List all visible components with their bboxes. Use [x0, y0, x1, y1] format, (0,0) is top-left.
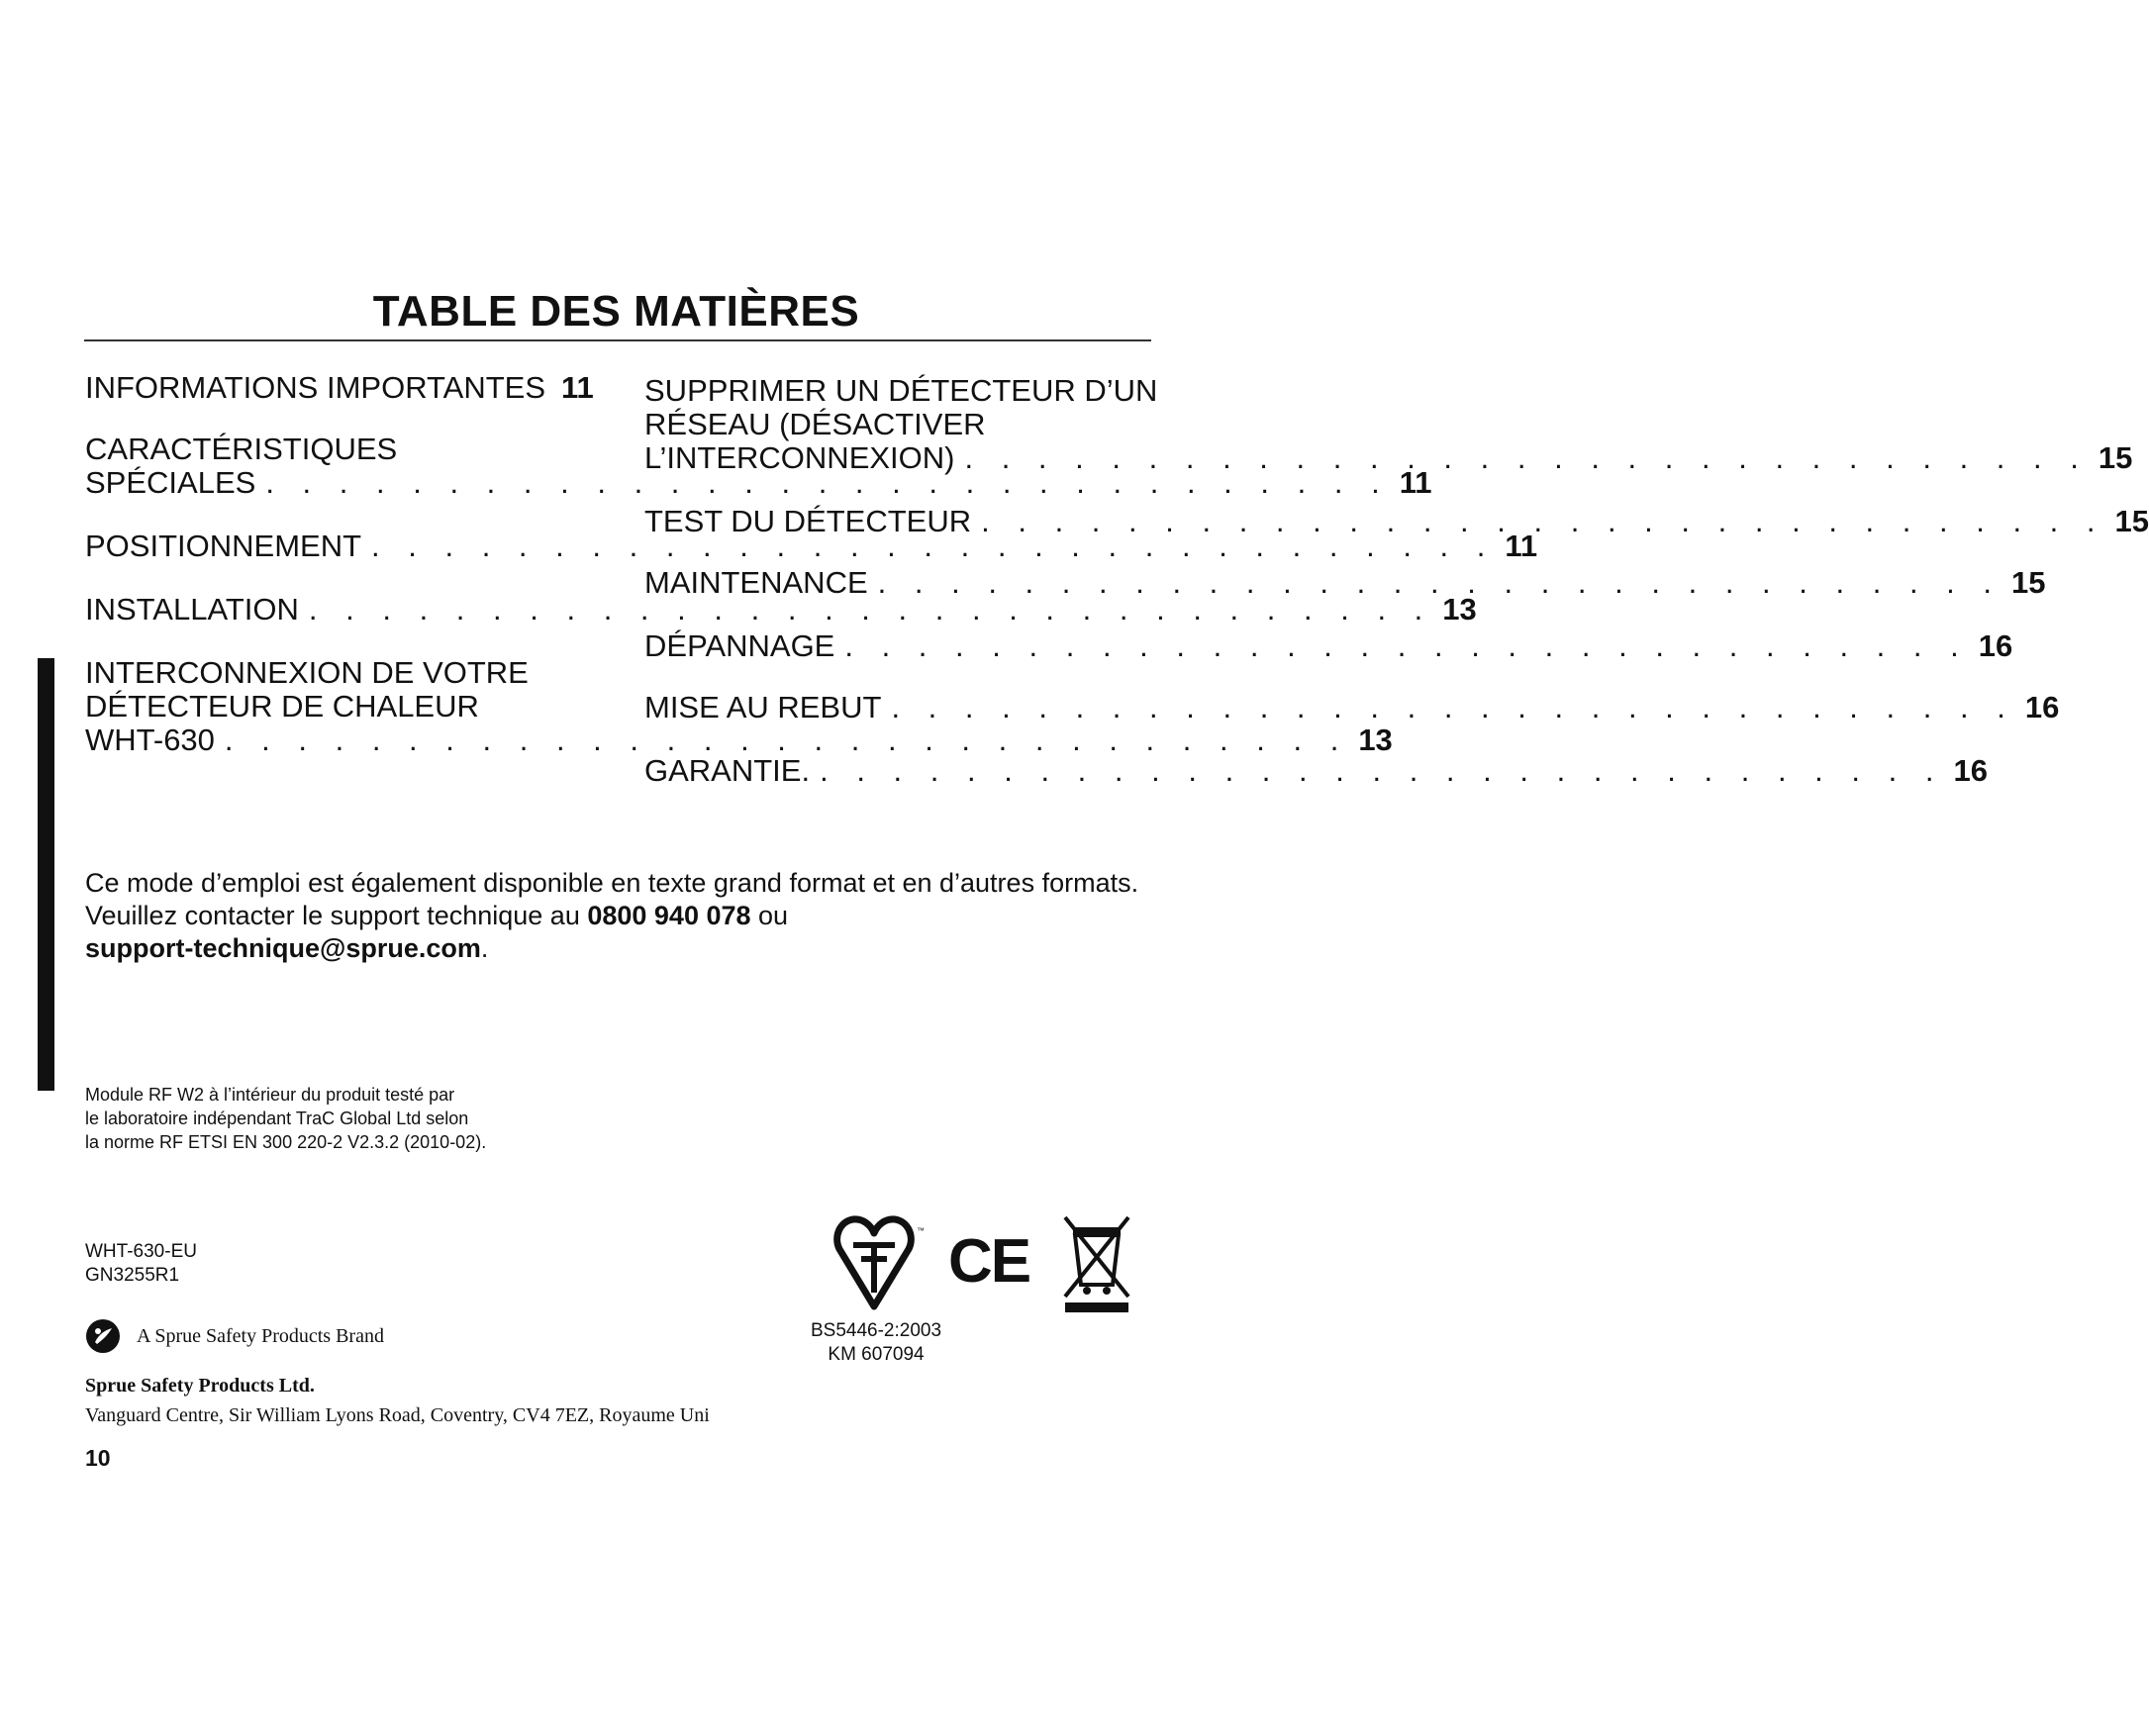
toc-entry-label: INFORMATIONS IMPORTANTES [85, 370, 546, 405]
toc-entry[interactable] [644, 504, 2149, 538]
company-address: Vanguard Centre, Sir William Lyons Road, Coventry, CV4 7EZ, Royaume Uni [85, 1404, 710, 1426]
toc-entry-label: DÉPANNAGE [644, 628, 835, 663]
toc-leader-dots: . . . . . . . . . . . . . . . . . . . . . . . . . . . . . . . [820, 753, 1944, 788]
alternate-formats-notice [85, 867, 1154, 965]
toc-entry[interactable] [644, 628, 2013, 663]
model-code: WHT-630-EU [85, 1241, 197, 1262]
kitemark-icon [837, 1219, 925, 1306]
sprue-logo-icon [85, 1318, 121, 1354]
toc-entry-label: MAINTENANCE [644, 565, 868, 600]
toc-entry-page: 16 [1953, 753, 1988, 788]
toc-leader-dots: . . . . . . . . . . . . . . . . . . . . . . . . . . . . . . . [981, 504, 2105, 538]
toc-leader-dots: . . . . . . . . . . . . . . . . . . . . . . . . . . . . . . . [964, 440, 2089, 475]
toc-entry-page: 11 [1399, 465, 1432, 500]
rf-note-line: la norme RF ETSI EN 300 220-2 V2.3.2 (2010-02). [85, 1132, 487, 1152]
trademark-symbol: ™ [917, 1226, 925, 1235]
toc-entry[interactable] [85, 371, 602, 405]
toc-entry-label: L’INTERCONNEXION) [644, 440, 955, 475]
toc-entry-label: WHT-630 [85, 723, 215, 757]
support-email-link[interactable]: support-technique@sprue.com [85, 933, 481, 963]
toc-leader-dots: . . . . . . . . . . . . . . . . . . . . . . . . . . . . . . . [371, 529, 1496, 563]
toc-entry-page: 15 [2114, 504, 2149, 538]
toc-entry-label: INTERCONNEXION DE VOTRE [85, 655, 529, 690]
toc-entry-label: DÉTECTEUR DE CHALEUR [85, 689, 479, 723]
toc-entry-page: 11 [561, 370, 594, 405]
rf-note-line: Module RF W2 à l’intérieur du produit testé par [85, 1085, 455, 1105]
toc-entry-page: 11 [1505, 529, 1538, 563]
standard-code: BS5446-2:2003 [810, 1320, 942, 1341]
toc-entry-label: INSTALLATION [85, 592, 299, 627]
toc-entry[interactable] [644, 753, 1988, 788]
kitemark-licence: KM 607094 [828, 1344, 925, 1365]
toc-entry-page: 13 [1358, 723, 1393, 757]
toc-entry-label: GARANTIE. [644, 753, 811, 788]
certification-marks [831, 1207, 1148, 1321]
toc-entry[interactable] [85, 529, 1538, 563]
toc-leader-dots: . . . . . . . . . . . . . . . . . . . . . . . . . . . . . . . [844, 628, 1969, 663]
toc-entry-page: 16 [2024, 690, 2060, 724]
toc-leader-dots: . . . . . . . . . . . . . . . . . . . . . . . . . . . . . . . [265, 465, 1390, 500]
weee-bin-icon [1065, 1217, 1128, 1312]
toc-entry[interactable] [644, 565, 2046, 600]
toc-leader-dots: . . . . . . . . . . . . . . . . . . . . . . . . . . . . . . . [224, 723, 1349, 757]
brand-text: A Sprue Safety Products Brand [137, 1324, 384, 1347]
page-number: 10 [85, 1445, 111, 1471]
toc-leader-dots: . . . . . . . . . . . . . . . . . . . . . . . . . . . . . . . [308, 592, 1433, 627]
toc-entry-page: 15 [2011, 565, 2046, 600]
toc-entry-label: RÉSEAU (DÉSACTIVER [644, 407, 986, 441]
title-rule [84, 339, 1151, 341]
rf-note-line: le laboratoire indépendant TraC Global Ltd selon [85, 1109, 469, 1128]
toc-entry-label: CARACTÉRISTIQUES [85, 432, 398, 466]
ce-mark-icon: CE [948, 1227, 1030, 1296]
toc-entry-label: MISE AU REBUT [644, 690, 882, 724]
rf-test-note [85, 1083, 600, 1154]
toc-entry[interactable] [85, 592, 1477, 627]
toc-leader-dots: . . . . . . . . . . . . . . . . . . . . . . . . . . . . . . . [891, 690, 2015, 724]
product-codes [85, 1240, 197, 1288]
brand-line [85, 1318, 384, 1354]
toc-entry-page: 15 [2098, 440, 2133, 475]
toc-entry-label: TEST DU DÉTECTEUR [644, 504, 972, 538]
toc-entry[interactable] [644, 690, 2060, 724]
toc-entry[interactable] [644, 373, 2133, 475]
page-title: TABLE DES MATIÈRES [372, 287, 860, 336]
company-name: Sprue Safety Products Ltd. [85, 1375, 315, 1397]
intro-text-end: . [480, 933, 489, 963]
toc-entry-label: POSITIONNEMENT [85, 529, 362, 563]
standard-info [782, 1319, 970, 1367]
toc-entry-page: 16 [1978, 628, 2013, 663]
toc-leader-dots: . . . . . . . . . . . . . . . . . . . . . . . . . . . . . . . [877, 565, 2002, 600]
support-phone[interactable]: 0800 940 078 [587, 901, 751, 930]
document-code: GN3255R1 [85, 1265, 180, 1286]
toc-entry-label: SPÉCIALES [85, 465, 256, 500]
toc-entry-page: 13 [1442, 592, 1477, 627]
toc-entry-label: SUPPRIMER UN DÉTECTEUR D’UN [644, 373, 1158, 408]
intro-text: Ce mode d’emploi est également disponible en texte grand format et en d’autres formats. Veuillez contacter le support technique au [85, 868, 1139, 930]
intro-text-or: ou [750, 901, 789, 930]
side-tab-bar [38, 658, 54, 1091]
